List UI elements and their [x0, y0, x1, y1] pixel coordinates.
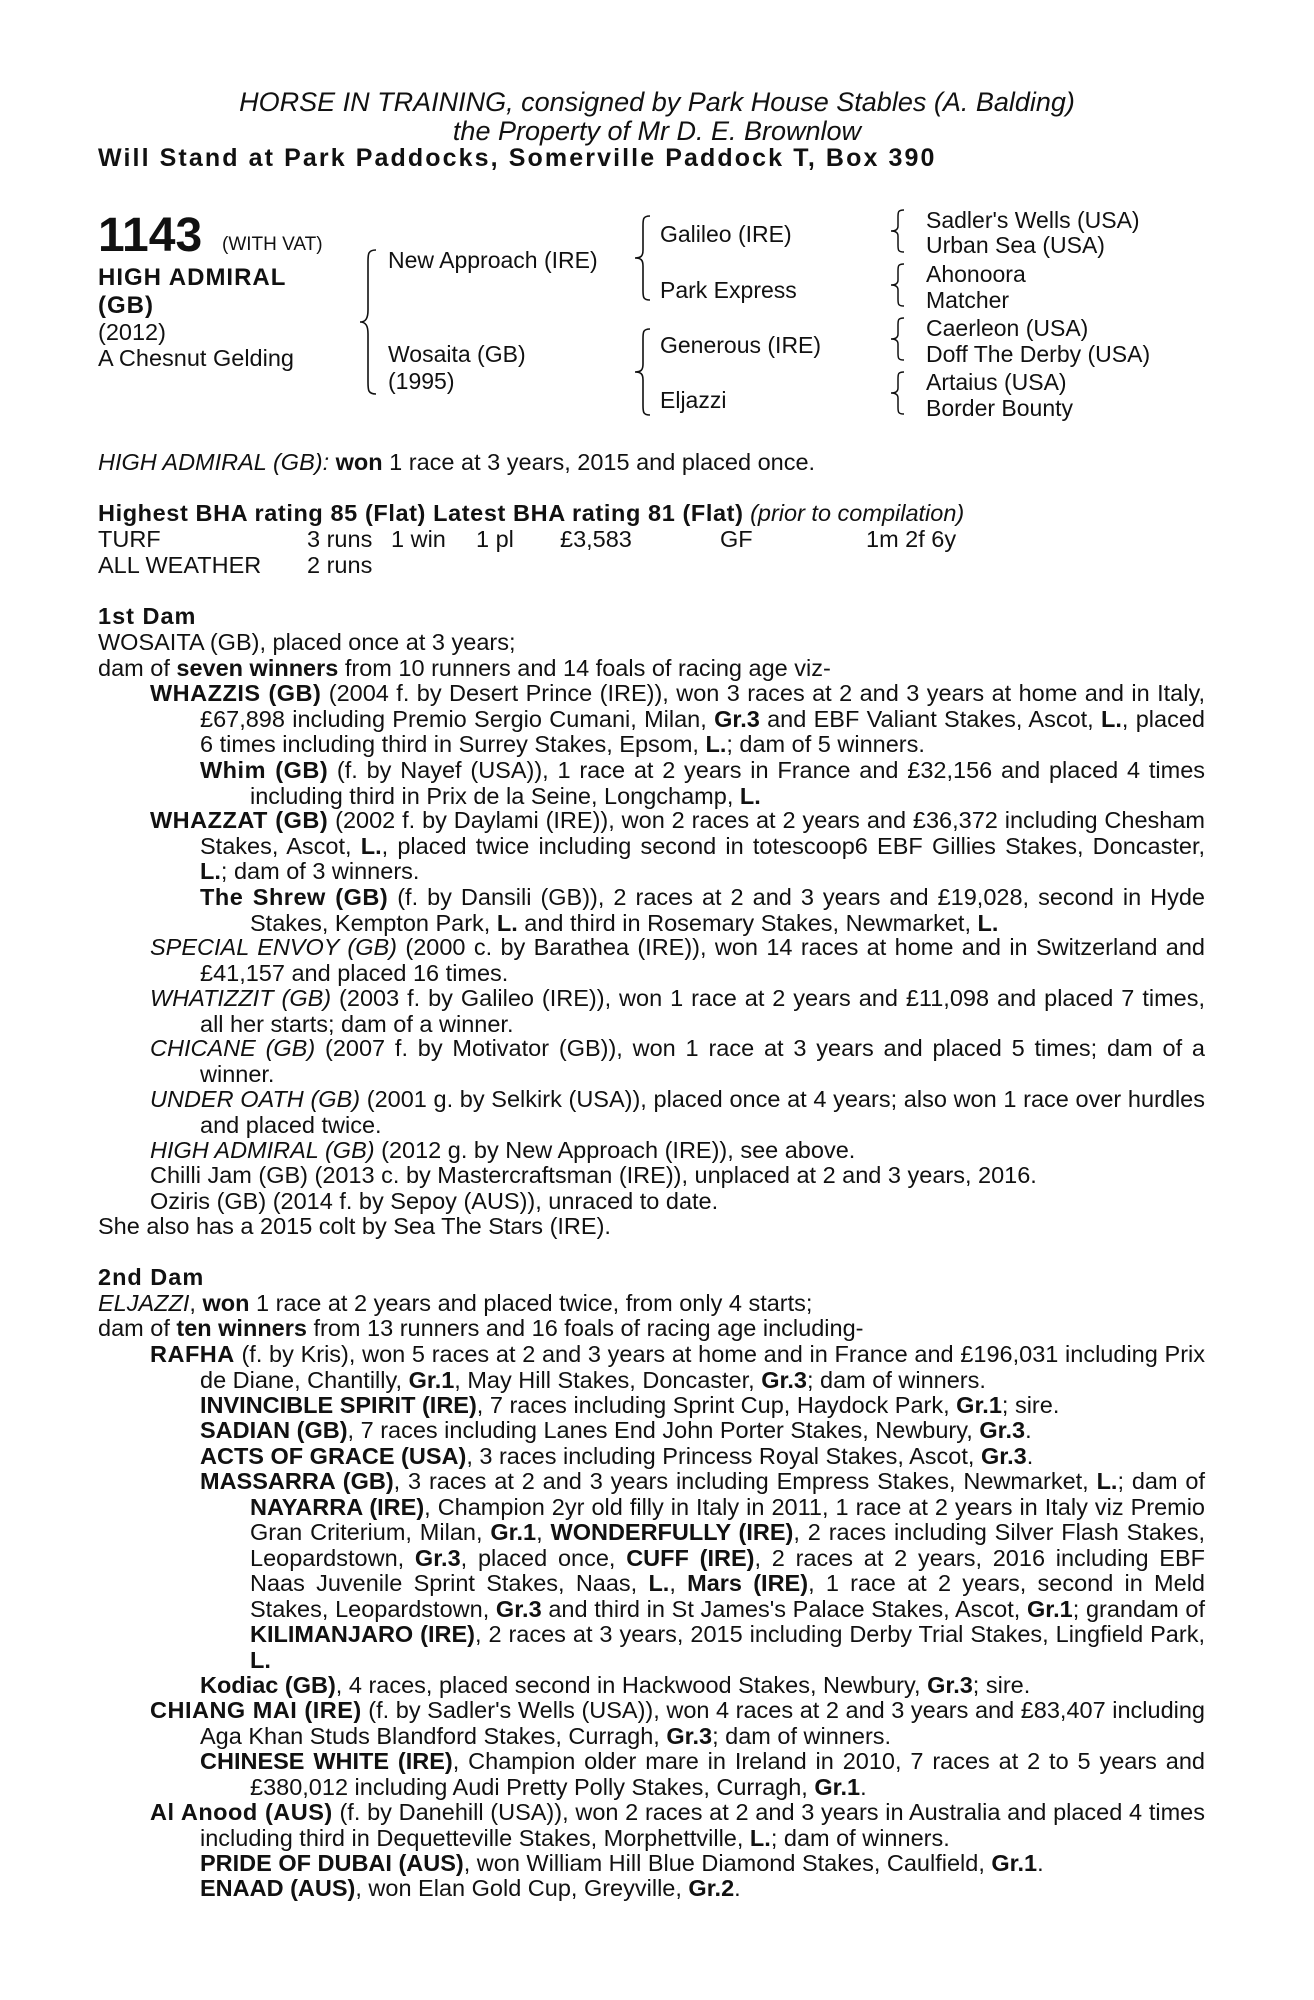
produce-entry: WHAZZIS (GB) (2004 f. by Desert Prince (IRE)), won 3 races at 2 and 3 years at home and in Italy, £67,898 including Premio Sergio Cumani, Milan, Gr.3 and EBF Valiant Stakes, Ascot, L., placed 6 times including third in Surrey Stakes, Epsom, L.; dam of 5 winners. — [150, 680, 1205, 757]
record-aw-label: ALL WEATHER — [98, 552, 262, 578]
produce-entry: CHICANE (GB) (2007 f. by Motivator (GB)), won 1 race at 3 years and placed 5 times; dam of a winner. — [150, 1035, 1205, 1087]
pedigree-brace-g3 — [888, 316, 908, 362]
produce-entry: WHATIZZIT (GB) (2003 f. by Galileo (IRE)), won 1 race at 2 years and £11,098 and placed 7 times, all her starts; dam of a winner. — [150, 985, 1205, 1037]
pedigree-g7: Artaius (USA) — [926, 369, 1067, 395]
pedigree-g8: Border Bounty — [926, 395, 1074, 421]
pedigree-sire: New Approach (IRE) — [388, 247, 598, 273]
vat-note: (WITH VAT) — [222, 234, 323, 255]
horse-year: (2012) — [98, 319, 166, 345]
pedigree-g1: Sadler's Wells (USA) — [926, 207, 1140, 233]
record-turf-money: £3,583 — [560, 526, 632, 552]
header-location: Will Stand at Park Paddocks, Somerville Paddock T, Box 390 — [98, 144, 937, 172]
pedigree-g4: Matcher — [926, 287, 1010, 313]
record-turf-going: GF — [720, 526, 753, 552]
produce-entry: MASSARRA (GB), 3 races at 2 and 3 years including Empress Stakes, Newmarket, L.; dam of NAYARRA (IRE), Champion 2yr old filly in Italy in 2011, 1 race at 2 years in Italy viz Premio Gran Criterium, Milan, Gr.1, WONDERFULLY (IRE), 2 races including Silver Flash Stakes, Leopardstown, Gr.3, placed once, CUFF (IRE), 2 races at 2 years, 2016 including EBF Naas Juvenile Sprint Stakes, Naas, L., Mars (IRE), 1 race at 2 years, second in Meld Stakes, Leopardstown, Gr.3 and third in St James's Palace Stakes, Ascot, Gr.1; grandam of KILIMANJARO (IRE), 2 races at 3 years, 2015 including Derby Trial Stakes, Lingfield Park, L. — [200, 1468, 1206, 1673]
produce-entry: Chilli Jam (GB) (2013 c. by Mastercraftsman (IRE)), unplaced at 2 and 3 years, 2016. — [150, 1162, 1037, 1188]
pedigree-brace-dam-line — [632, 327, 654, 417]
produce-entry: SADIAN (GB), 7 races including Lanes End John Porter Stakes, Newbury, Gr.3. — [200, 1417, 1032, 1443]
pedigree-brace-sire-dam — [358, 248, 380, 396]
produce-entry: ENAAD (AUS), won Elan Gold Cup, Greyville, Gr.2. — [200, 1875, 741, 1901]
first-dam-closing: She also has a 2015 colt by Sea The Stars (IRE). — [98, 1213, 611, 1239]
horse-name-line2: (GB) — [98, 292, 154, 319]
second-dam-title: 2nd Dam — [98, 1264, 205, 1290]
pedigree-g6: Doff The Derby (USA) — [926, 341, 1151, 367]
pedigree-dam: Wosaita (GB) — [388, 341, 526, 367]
produce-entry: CHIANG MAI (IRE) (f. by Sadler's Wells (USA)), won 4 races at 2 and 3 years and £83,407 including Aga Khan Studs Blandford Stakes, Curragh, Gr.3; dam of winners. — [150, 1697, 1205, 1749]
produce-entry: Whim (GB) (f. by Nayef (USA)), 1 race at 2 years in France and £32,156 and placed 4 times including third in Prix de la Seine, Longchamp, L. — [200, 757, 1206, 809]
pedigree-g5: Caerleon (USA) — [926, 315, 1089, 341]
produce-entry: UNDER OATH (GB) (2001 g. by Selkirk (USA)), placed once at 4 years; also won 1 race over hurdles and placed twice. — [150, 1086, 1205, 1138]
produce-entry: CHINESE WHITE (IRE), Champion older mare in Ireland in 2010, 7 races at 2 to 5 years and £380,012 including Audi Pretty Polly Stakes, Curragh, Gr.1. — [200, 1748, 1206, 1800]
produce-entry: Al Anood (AUS) (f. by Danehill (USA)), won 2 races at 2 and 3 years in Australia and placed 4 times including third in Dequetteville Stakes, Morphettville, L.; dam of winners. — [150, 1799, 1205, 1851]
record-turf-label: TURF — [98, 526, 161, 552]
produce-entry: Kodiac (GB), 4 races, placed second in Hackwood Stakes, Newbury, Gr.3; sire. — [200, 1672, 1031, 1698]
produce-entry: RAFHA (f. by Kris), won 5 races at 2 and 3 years at home and in France and £196,031 including Prix de Diane, Chantilly, Gr.1, May Hill Stakes, Doncaster, Gr.3; dam of winners. — [150, 1341, 1205, 1393]
pedigree-dam-year: (1995) — [388, 368, 455, 394]
horse-name-line1: HIGH ADMIRAL — [98, 264, 287, 291]
bha-rating: Highest BHA rating 85 (Flat) Latest BHA rating 81 (Flat) (prior to compilation) — [98, 500, 965, 526]
first-dam-title: 1st Dam — [98, 603, 197, 629]
record-aw-runs: 2 runs — [307, 552, 373, 578]
second-dam-line2: dam of ten winners from 13 runners and 16 foals of racing age including- — [98, 1315, 864, 1341]
pedigree-g3: Ahonoora — [926, 261, 1026, 287]
produce-entry: WHAZZAT (GB) (2002 f. by Daylami (IRE)), won 2 races at 2 years and £36,372 including Chesham Stakes, Ascot, L., placed twice including second in totescoop6 EBF Gillies Stakes, Doncaster, L.; dam of 3 winners. — [150, 807, 1205, 884]
record-turf-placed: 1 pl — [476, 526, 514, 552]
pedigree-sire-dam: Park Express — [660, 277, 797, 303]
second-dam-line1: ELJAZZI, won 1 race at 2 years and placed twice, from only 4 starts; — [98, 1290, 813, 1316]
first-dam-line1: WOSAITA (GB), placed once at 3 years; — [98, 629, 516, 655]
pedigree-brace-g1 — [888, 208, 908, 254]
produce-entry: The Shrew (GB) (f. by Dansili (GB)), 2 races at 2 and 3 years and £19,028, second in Hyde Stakes, Kempton Park, L. and third in Rosemary Stakes, Newmarket, L. — [200, 884, 1205, 936]
race-summary: HIGH ADMIRAL (GB): won 1 race at 3 years, 2015 and placed once. — [98, 449, 816, 475]
lot-number: 1143 — [98, 209, 203, 262]
record-turf-runs: 3 runs — [307, 526, 373, 552]
header-owner: the Property of Mr D. E. Brownlow — [452, 116, 862, 146]
header-consignor: HORSE IN TRAINING, consigned by Park House Stables (A. Balding) — [239, 87, 1075, 117]
pedigree-dam-dam: Eljazzi — [660, 387, 727, 413]
produce-entry: SPECIAL ENVOY (GB) (2000 c. by Barathea (IRE)), won 14 races at home and in Switzerland and £41,157 and placed 16 times. — [150, 934, 1205, 986]
record-turf-distance: 1m 2f 6y — [866, 526, 957, 552]
first-dam-line2: dam of seven winners from 10 runners and 14 foals of racing age viz- — [98, 655, 831, 681]
pedigree-brace-sire-line — [632, 214, 654, 302]
pedigree-brace-g2 — [888, 262, 908, 308]
pedigree-g2: Urban Sea (USA) — [926, 232, 1105, 258]
pedigree-sire-sire: Galileo (IRE) — [660, 221, 792, 247]
horse-description: A Chesnut Gelding — [98, 345, 294, 371]
record-turf-wins: 1 win — [391, 526, 446, 552]
produce-entry: INVINCIBLE SPIRIT (IRE), 7 races including Sprint Cup, Haydock Park, Gr.1; sire. — [200, 1392, 1060, 1418]
pedigree-dam-sire: Generous (IRE) — [660, 332, 822, 358]
horse-name — [98, 264, 328, 320]
pedigree-brace-g4 — [888, 370, 908, 416]
produce-entry: PRIDE OF DUBAI (AUS), won William Hill Blue Diamond Stakes, Caulfield, Gr.1. — [200, 1850, 1044, 1876]
produce-entry: HIGH ADMIRAL (GB) (2012 g. by New Approach (IRE)), see above. — [150, 1137, 856, 1163]
produce-entry: ACTS OF GRACE (USA), 3 races including Princess Royal Stakes, Ascot, Gr.3. — [200, 1443, 1034, 1469]
produce-entry: Oziris (GB) (2014 f. by Sepoy (AUS)), unraced to date. — [150, 1188, 719, 1214]
